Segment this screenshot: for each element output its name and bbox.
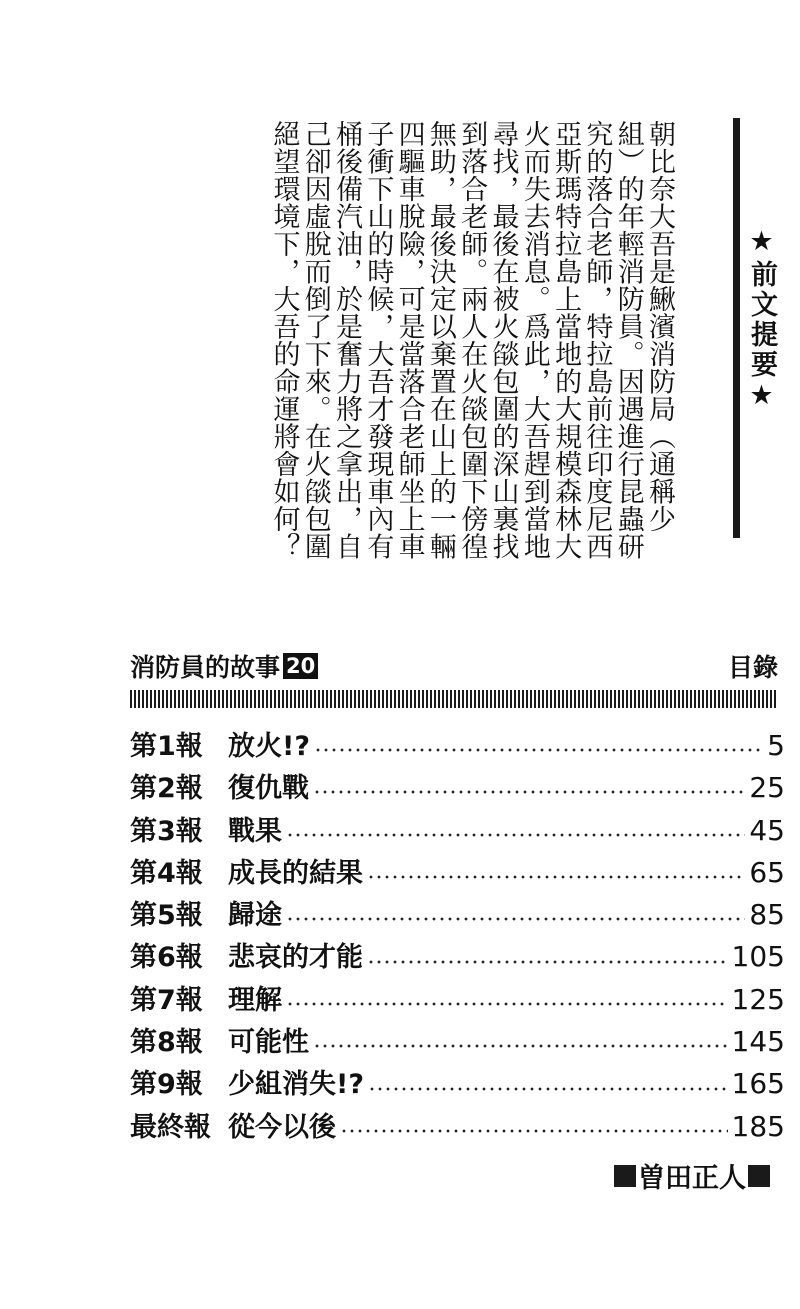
toc-list [130, 724, 785, 1147]
toc-entry [130, 1062, 785, 1104]
chapter-number: 第1報 [130, 731, 203, 762]
book-title [130, 648, 318, 684]
synopsis-divider [733, 118, 740, 538]
square-ornament [614, 1165, 636, 1187]
toc-divider [130, 690, 778, 708]
author-name: 曽田正人 [638, 1163, 746, 1194]
toc-entry [130, 724, 785, 766]
chapter-title: 可能性 [228, 1027, 309, 1059]
chapter-title: 少組消失!? [228, 1069, 364, 1101]
chapter-title: 理解 [228, 984, 282, 1016]
dot-leader [368, 1087, 728, 1091]
chapter-page: 25 [749, 771, 785, 805]
chapter-title: 從今以後 [228, 1111, 336, 1143]
chapter-number: 第6報 [130, 942, 203, 974]
chapter-page: 5 [767, 729, 785, 762]
book-title-text: 消防員的故事 [130, 653, 281, 682]
dot-leader [367, 875, 745, 879]
toc-entry [130, 809, 785, 851]
chapter-number: 第3報 [130, 815, 203, 847]
dot-leader [313, 790, 745, 794]
chapter-title: 復仇戰 [228, 773, 309, 805]
author-credit [612, 1156, 772, 1195]
chapter-page: 125 [731, 982, 785, 1016]
chapter-number: 第8報 [130, 1027, 203, 1059]
toc-entry [130, 851, 785, 893]
volume-badge: 20 [283, 653, 318, 679]
toc-entry [130, 1020, 785, 1062]
dot-leader [314, 748, 763, 752]
dot-leader [286, 1002, 728, 1006]
toc-label: 目錄 [727, 653, 778, 682]
dot-leader [367, 960, 728, 964]
chapter-title: 成長的結果 [228, 857, 363, 889]
chapter-title: 歸途 [228, 900, 282, 932]
chapter-title: 放火!? [228, 731, 310, 762]
chapter-title: 悲哀的才能 [228, 942, 363, 974]
toc-entry [130, 935, 785, 977]
chapter-page: 65 [749, 855, 785, 889]
chapter-number: 第2報 [130, 773, 203, 805]
chapter-page: 85 [749, 898, 785, 932]
chapter-page: 145 [731, 1025, 785, 1059]
chapter-page: 105 [731, 940, 785, 974]
toc-entry [130, 978, 785, 1020]
chapter-page: 45 [749, 813, 785, 847]
dot-leader [313, 1044, 728, 1048]
toc-entry [130, 766, 785, 808]
chapter-title: 戰果 [228, 815, 282, 847]
chapter-number: 最終報 [130, 1111, 211, 1143]
toc-entry [130, 1105, 785, 1147]
synopsis-body: 朝比奈大吾是鰍濱消防局（通稱少組）的年輕消防員。因遇進行昆蟲研究的落合老師，特拉島前往印度尼西亞斯瑪特拉島上當地的大規模森林大火而失去消息。爲此，大吾趕到當地尋找，最後在被火燄包圍的深山裏找到落合老師。兩人在火燄包圍下傍徨無助，最後決定以棄置在山上的一輛四驅車脫險，可是當落合老師坐上車子衝下山的時候，大吾才發現車內有桶後備汽油，於是奮力將之拿出，自己卻因虛脫而倒了下來。在火燄包圍絕望環境下，大吾的命運將會如何？ [268, 120, 675, 560]
chapter-page: 185 [731, 1109, 785, 1143]
chapter-number: 第4報 [130, 857, 203, 889]
dot-leader [286, 833, 745, 837]
dot-leader [286, 917, 745, 921]
synopsis-title: ★前文提要★ [746, 226, 777, 414]
chapter-number: 第5報 [130, 900, 203, 932]
chapter-number: 第7報 [130, 984, 203, 1016]
chapter-number: 第9報 [130, 1069, 203, 1101]
square-ornament [748, 1165, 770, 1187]
dot-leader [340, 1129, 728, 1133]
chapter-page: 165 [731, 1067, 785, 1101]
toc-entry [130, 893, 785, 935]
toc-header [130, 648, 778, 684]
